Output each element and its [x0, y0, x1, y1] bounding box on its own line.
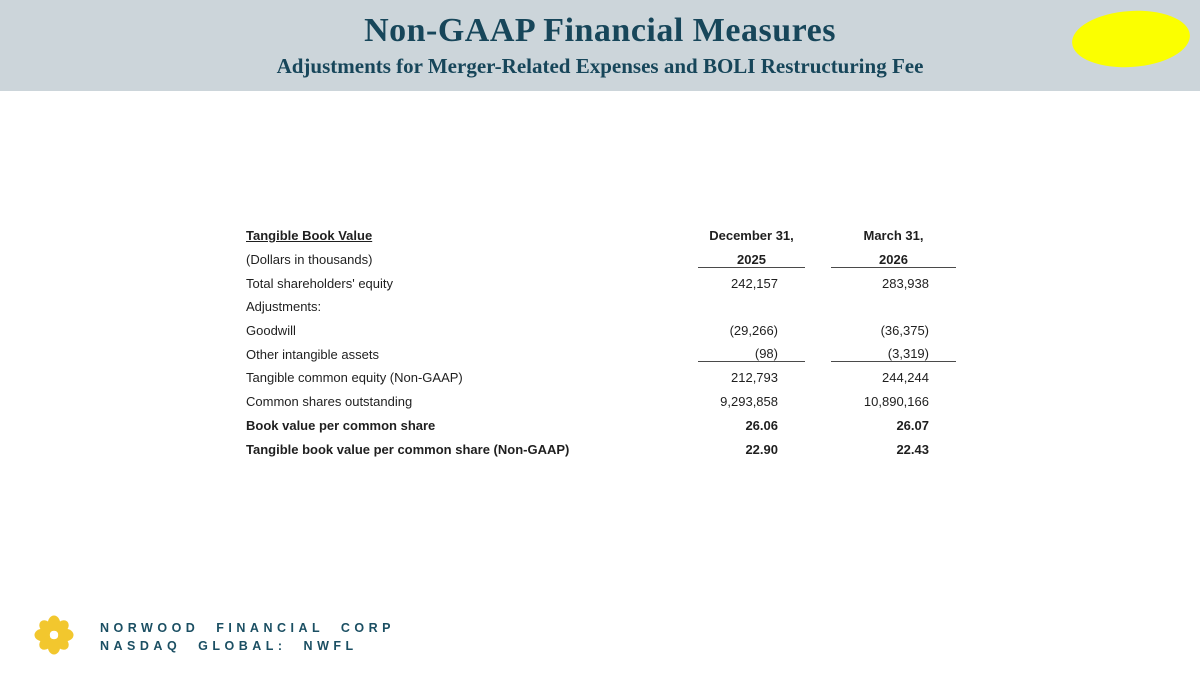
row-label: Common shares outstanding [246, 394, 413, 410]
table-row [246, 342, 956, 366]
row-value-mar: 10,890,166 [863, 394, 929, 410]
company-ticker: NASDAQ GLOBAL: NWFL [100, 638, 358, 653]
row-label: Goodwill [246, 323, 296, 339]
row-value-dec: (98) [698, 346, 805, 362]
column-year-2026: 2026 [831, 252, 956, 268]
row-label: Book value per common share [246, 417, 436, 433]
row-value-dec: 22.90 [745, 441, 778, 457]
page-title: Non-GAAP Financial Measures [364, 12, 836, 49]
company-name: NORWOOD FINANCIAL CORP [100, 621, 396, 635]
page-subtitle: Adjustments for Merger-Related Expenses and BOLI Restructuring Fee [276, 54, 924, 78]
row-value-dec: (29,266) [729, 323, 778, 339]
row-value-dec: 212,793 [731, 370, 778, 386]
table-row [246, 366, 956, 390]
row-value-mar: 283,938 [882, 275, 929, 291]
header-band [0, 0, 1200, 91]
row-value-mar: (36,375) [880, 323, 929, 339]
table-row [246, 319, 956, 343]
table-row [246, 390, 956, 414]
table-title: Tangible Book Value [246, 228, 373, 244]
row-label: Adjustments: [246, 299, 322, 315]
row-value-dec: 242,157 [731, 275, 778, 291]
row-label: Total shareholders' equity [246, 275, 394, 291]
company-footer [100, 620, 395, 655]
company-logo-icon [34, 615, 74, 655]
row-value-mar: 22.43 [896, 441, 929, 457]
tangible-book-value-table [246, 224, 956, 461]
row-value-dec: 26.06 [745, 417, 778, 433]
row-value-mar: (3,319) [831, 346, 956, 362]
row-label: Tangible book value per common share (Non-GAAP) [246, 441, 570, 457]
row-value-dec: 9,293,858 [720, 394, 778, 410]
table-row [246, 414, 956, 438]
column-header-mar: March 31, [863, 228, 924, 244]
table-header-row-2 [246, 248, 956, 272]
table-row [246, 295, 956, 319]
row-value-mar: 244,244 [882, 370, 929, 386]
table-subtitle: (Dollars in thousands) [246, 252, 373, 268]
row-label: Tangible common equity (Non-GAAP) [246, 370, 463, 386]
row-label: Other intangible assets [246, 346, 379, 362]
table-header-row-1 [246, 224, 956, 248]
column-header-dec: December 31, [709, 228, 794, 244]
row-value-mar: 26.07 [896, 417, 929, 433]
table-row [246, 271, 956, 295]
table-row [246, 437, 956, 461]
column-year-2025: 2025 [698, 252, 805, 268]
